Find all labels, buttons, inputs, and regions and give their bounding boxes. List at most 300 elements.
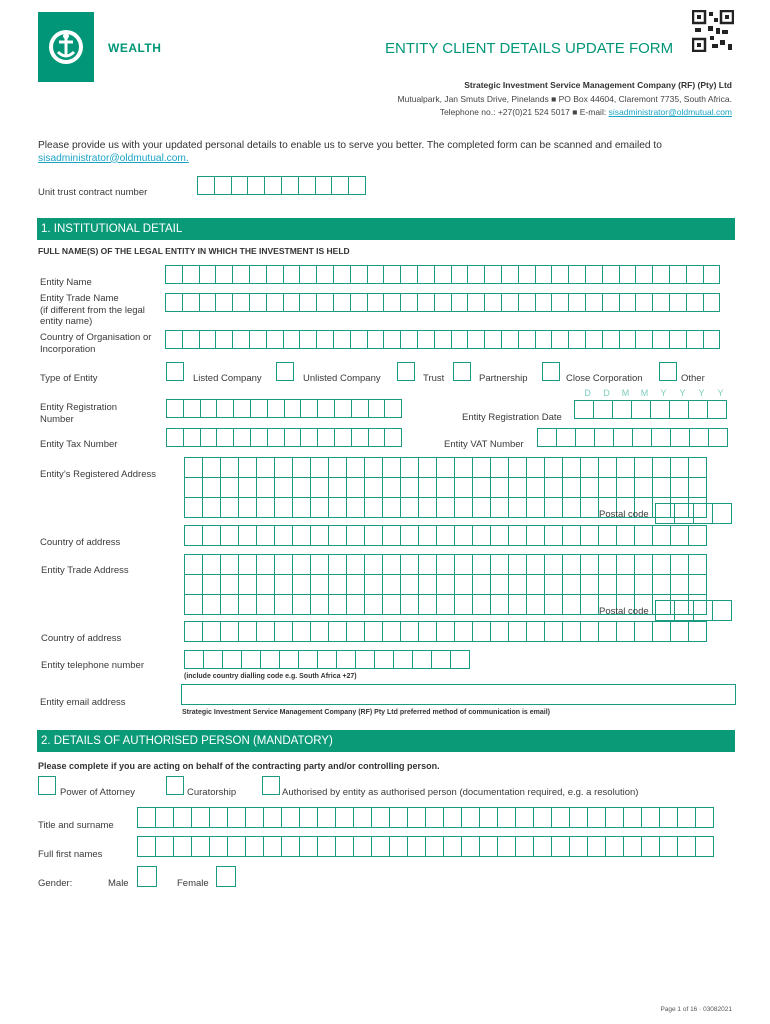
input-box[interactable] <box>183 428 201 447</box>
input-box[interactable] <box>508 554 527 575</box>
input-box[interactable] <box>635 293 653 312</box>
male-checkbox[interactable] <box>137 866 157 887</box>
input-box[interactable] <box>260 650 280 669</box>
input-box[interactable] <box>191 836 210 857</box>
input-box[interactable] <box>580 574 599 595</box>
input-box[interactable] <box>451 330 469 349</box>
input-box[interactable] <box>454 477 473 498</box>
input-box[interactable] <box>652 554 671 575</box>
input-box[interactable] <box>284 399 302 418</box>
input-box[interactable] <box>256 497 275 518</box>
input-box[interactable] <box>256 594 275 615</box>
input-box[interactable] <box>292 477 311 498</box>
input-box[interactable] <box>454 574 473 595</box>
input-box[interactable] <box>436 554 455 575</box>
input-box[interactable] <box>688 457 707 478</box>
input-box[interactable] <box>650 400 670 419</box>
entity-email-input[interactable] <box>181 684 736 705</box>
input-box[interactable] <box>544 457 563 478</box>
input-box[interactable] <box>310 525 329 546</box>
input-box[interactable] <box>598 457 617 478</box>
trade-name-boxes[interactable] <box>165 293 719 312</box>
input-box[interactable] <box>389 836 408 857</box>
input-box[interactable] <box>328 574 347 595</box>
input-box[interactable] <box>220 525 239 546</box>
input-box[interactable] <box>508 574 527 595</box>
input-box[interactable] <box>209 807 228 828</box>
input-box[interactable] <box>355 650 375 669</box>
input-box[interactable] <box>203 650 223 669</box>
input-box[interactable] <box>634 477 653 498</box>
input-box[interactable] <box>688 400 708 419</box>
authorised-by-entity-checkbox[interactable] <box>262 776 280 795</box>
first-names-boxes[interactable] <box>137 836 713 856</box>
input-box[interactable] <box>688 621 707 642</box>
input-box[interactable] <box>382 457 401 478</box>
input-box[interactable] <box>317 428 335 447</box>
input-box[interactable] <box>623 807 642 828</box>
input-box[interactable] <box>616 554 635 575</box>
country-of-address-2-boxes[interactable] <box>184 621 706 641</box>
input-box[interactable] <box>346 621 365 642</box>
input-box[interactable] <box>184 574 203 595</box>
input-box[interactable] <box>562 621 581 642</box>
postal-code-2-boxes[interactable] <box>655 600 731 621</box>
input-box[interactable] <box>562 594 581 615</box>
input-box[interactable] <box>249 265 267 284</box>
input-box[interactable] <box>346 497 365 518</box>
input-box[interactable] <box>616 477 635 498</box>
input-box[interactable] <box>233 399 251 418</box>
input-box[interactable] <box>209 836 228 857</box>
input-box[interactable] <box>652 293 670 312</box>
input-box[interactable] <box>551 836 570 857</box>
input-box[interactable] <box>214 176 232 195</box>
input-box[interactable] <box>317 836 336 857</box>
input-box[interactable] <box>655 503 675 524</box>
input-box[interactable] <box>350 293 368 312</box>
input-box[interactable] <box>364 477 383 498</box>
input-box[interactable] <box>333 293 351 312</box>
input-box[interactable] <box>250 399 268 418</box>
entity-name-boxes[interactable] <box>165 265 719 284</box>
input-box[interactable] <box>407 836 426 857</box>
input-box[interactable] <box>298 650 318 669</box>
input-box[interactable] <box>580 497 599 518</box>
input-box[interactable] <box>238 554 257 575</box>
input-box[interactable] <box>202 525 221 546</box>
input-box[interactable] <box>292 457 311 478</box>
input-box[interactable] <box>165 330 183 349</box>
input-box[interactable] <box>436 594 455 615</box>
input-box[interactable] <box>389 807 408 828</box>
input-box[interactable] <box>652 525 671 546</box>
input-box[interactable] <box>562 574 581 595</box>
input-box[interactable] <box>274 497 293 518</box>
input-box[interactable] <box>508 477 527 498</box>
input-box[interactable] <box>703 293 721 312</box>
input-box[interactable] <box>535 265 553 284</box>
partnership-checkbox[interactable] <box>453 362 471 381</box>
input-box[interactable] <box>267 428 285 447</box>
input-box[interactable] <box>165 293 183 312</box>
input-box[interactable] <box>184 621 203 642</box>
input-box[interactable] <box>364 525 383 546</box>
input-box[interactable] <box>333 265 351 284</box>
input-box[interactable] <box>263 807 282 828</box>
input-box[interactable] <box>328 477 347 498</box>
input-box[interactable] <box>562 477 581 498</box>
input-box[interactable] <box>292 621 311 642</box>
input-box[interactable] <box>351 399 369 418</box>
input-box[interactable] <box>299 330 317 349</box>
input-box[interactable] <box>328 525 347 546</box>
input-box[interactable] <box>501 265 519 284</box>
input-box[interactable] <box>418 621 437 642</box>
input-box[interactable] <box>535 293 553 312</box>
input-box[interactable] <box>501 330 519 349</box>
input-box[interactable] <box>587 807 606 828</box>
input-box[interactable] <box>686 293 704 312</box>
input-box[interactable] <box>587 836 606 857</box>
input-box[interactable] <box>562 525 581 546</box>
input-box[interactable] <box>368 399 386 418</box>
country-org-boxes[interactable] <box>165 330 719 349</box>
input-box[interactable] <box>670 477 689 498</box>
input-box[interactable] <box>310 574 329 595</box>
input-box[interactable] <box>569 836 588 857</box>
input-box[interactable] <box>263 836 282 857</box>
input-box[interactable] <box>215 330 233 349</box>
input-box[interactable] <box>693 600 713 621</box>
input-box[interactable] <box>382 621 401 642</box>
input-box[interactable] <box>641 836 660 857</box>
input-box[interactable] <box>508 525 527 546</box>
input-box[interactable] <box>598 554 617 575</box>
input-box[interactable] <box>472 525 491 546</box>
input-box[interactable] <box>467 293 485 312</box>
input-box[interactable] <box>551 265 569 284</box>
input-box[interactable] <box>425 807 444 828</box>
input-box[interactable] <box>568 265 586 284</box>
input-box[interactable] <box>526 554 545 575</box>
input-box[interactable] <box>200 428 218 447</box>
input-box[interactable] <box>310 621 329 642</box>
input-box[interactable] <box>688 574 707 595</box>
input-box[interactable] <box>220 457 239 478</box>
input-box[interactable] <box>635 330 653 349</box>
input-box[interactable] <box>490 554 509 575</box>
input-box[interactable] <box>346 594 365 615</box>
input-box[interactable] <box>348 176 366 195</box>
input-box[interactable] <box>598 574 617 595</box>
input-box[interactable] <box>670 457 689 478</box>
input-box[interactable] <box>233 428 251 447</box>
input-box[interactable] <box>526 621 545 642</box>
input-box[interactable] <box>292 554 311 575</box>
input-box[interactable] <box>274 574 293 595</box>
input-box[interactable] <box>238 621 257 642</box>
input-box[interactable] <box>351 428 369 447</box>
input-box[interactable] <box>669 265 687 284</box>
input-box[interactable] <box>544 554 563 575</box>
input-box[interactable] <box>490 477 509 498</box>
input-box[interactable] <box>335 836 354 857</box>
female-checkbox[interactable] <box>216 866 236 887</box>
input-box[interactable] <box>184 554 203 575</box>
input-box[interactable] <box>418 457 437 478</box>
input-box[interactable] <box>384 428 402 447</box>
input-box[interactable] <box>264 176 282 195</box>
input-box[interactable] <box>315 176 333 195</box>
input-box[interactable] <box>383 293 401 312</box>
input-box[interactable] <box>182 293 200 312</box>
input-box[interactable] <box>412 650 432 669</box>
input-box[interactable] <box>346 554 365 575</box>
input-box[interactable] <box>602 330 620 349</box>
other-checkbox[interactable] <box>659 362 677 381</box>
input-box[interactable] <box>400 525 419 546</box>
input-box[interactable] <box>497 807 516 828</box>
input-box[interactable] <box>598 525 617 546</box>
input-box[interactable] <box>328 594 347 615</box>
input-box[interactable] <box>220 477 239 498</box>
input-box[interactable] <box>173 836 192 857</box>
input-box[interactable] <box>400 594 419 615</box>
input-box[interactable] <box>652 265 670 284</box>
input-box[interactable] <box>300 428 318 447</box>
title-surname-boxes[interactable] <box>137 807 713 827</box>
input-box[interactable] <box>434 330 452 349</box>
input-box[interactable] <box>461 807 480 828</box>
input-box[interactable] <box>490 574 509 595</box>
input-box[interactable] <box>215 293 233 312</box>
input-box[interactable] <box>400 497 419 518</box>
input-box[interactable] <box>249 293 267 312</box>
input-box[interactable] <box>283 265 301 284</box>
input-box[interactable] <box>383 265 401 284</box>
input-box[interactable] <box>670 554 689 575</box>
input-box[interactable] <box>238 594 257 615</box>
input-box[interactable] <box>569 807 588 828</box>
input-box[interactable] <box>616 621 635 642</box>
input-box[interactable] <box>292 497 311 518</box>
input-box[interactable] <box>199 293 217 312</box>
input-box[interactable] <box>298 176 316 195</box>
input-box[interactable] <box>484 293 502 312</box>
input-box[interactable] <box>418 525 437 546</box>
input-box[interactable] <box>400 554 419 575</box>
input-box[interactable] <box>526 594 545 615</box>
input-box[interactable] <box>336 650 356 669</box>
input-box[interactable] <box>686 265 704 284</box>
input-box[interactable] <box>220 554 239 575</box>
input-box[interactable] <box>238 525 257 546</box>
input-box[interactable] <box>602 265 620 284</box>
input-box[interactable] <box>451 265 469 284</box>
input-box[interactable] <box>400 265 418 284</box>
telephone-boxes[interactable] <box>184 650 469 669</box>
input-box[interactable] <box>651 428 671 447</box>
input-box[interactable] <box>472 554 491 575</box>
input-box[interactable] <box>533 836 552 857</box>
input-box[interactable] <box>335 807 354 828</box>
input-box[interactable] <box>434 265 452 284</box>
input-box[interactable] <box>417 293 435 312</box>
input-box[interactable] <box>598 477 617 498</box>
input-box[interactable] <box>241 650 261 669</box>
input-box[interactable] <box>310 497 329 518</box>
input-box[interactable] <box>256 554 275 575</box>
input-box[interactable] <box>292 594 311 615</box>
input-box[interactable] <box>526 477 545 498</box>
input-box[interactable] <box>364 457 383 478</box>
input-box[interactable] <box>137 807 156 828</box>
registration-date-boxes[interactable] <box>574 400 726 419</box>
curatorship-checkbox[interactable] <box>166 776 184 795</box>
input-box[interactable] <box>515 836 534 857</box>
input-box[interactable] <box>267 399 285 418</box>
input-box[interactable] <box>418 554 437 575</box>
input-box[interactable] <box>238 497 257 518</box>
input-box[interactable] <box>231 176 249 195</box>
input-box[interactable] <box>677 807 696 828</box>
input-box[interactable] <box>202 594 221 615</box>
input-box[interactable] <box>631 400 651 419</box>
input-box[interactable] <box>669 293 687 312</box>
input-box[interactable] <box>479 836 498 857</box>
input-box[interactable] <box>518 293 536 312</box>
input-box[interactable] <box>526 497 545 518</box>
input-box[interactable] <box>436 574 455 595</box>
input-box[interactable] <box>371 836 390 857</box>
input-box[interactable] <box>197 176 215 195</box>
input-box[interactable] <box>436 525 455 546</box>
input-box[interactable] <box>669 400 689 419</box>
registration-number-boxes[interactable] <box>166 399 401 418</box>
input-box[interactable] <box>165 265 183 284</box>
input-box[interactable] <box>693 503 713 524</box>
input-box[interactable] <box>695 836 714 857</box>
input-box[interactable] <box>316 293 334 312</box>
input-box[interactable] <box>353 807 372 828</box>
input-box[interactable] <box>137 836 156 857</box>
input-box[interactable] <box>316 265 334 284</box>
contract-number-boxes[interactable] <box>197 176 365 195</box>
input-box[interactable] <box>708 428 728 447</box>
input-box[interactable] <box>274 477 293 498</box>
input-box[interactable] <box>585 265 603 284</box>
input-box[interactable] <box>199 265 217 284</box>
input-box[interactable] <box>222 650 242 669</box>
input-box[interactable] <box>184 497 203 518</box>
vat-number-boxes[interactable] <box>537 428 727 447</box>
input-box[interactable] <box>605 836 624 857</box>
input-box[interactable] <box>202 497 221 518</box>
input-box[interactable] <box>256 525 275 546</box>
input-box[interactable] <box>310 594 329 615</box>
input-box[interactable] <box>677 836 696 857</box>
input-box[interactable] <box>490 457 509 478</box>
input-box[interactable] <box>256 621 275 642</box>
input-box[interactable] <box>383 330 401 349</box>
input-box[interactable] <box>400 330 418 349</box>
input-box[interactable] <box>454 525 473 546</box>
input-box[interactable] <box>537 428 557 447</box>
input-box[interactable] <box>454 497 473 518</box>
input-box[interactable] <box>202 621 221 642</box>
input-box[interactable] <box>688 554 707 575</box>
input-box[interactable] <box>467 265 485 284</box>
input-box[interactable] <box>544 594 563 615</box>
input-box[interactable] <box>310 477 329 498</box>
input-box[interactable] <box>472 477 491 498</box>
input-box[interactable] <box>562 457 581 478</box>
input-box[interactable] <box>623 836 642 857</box>
input-box[interactable] <box>535 330 553 349</box>
input-box[interactable] <box>400 621 419 642</box>
trust-checkbox[interactable] <box>397 362 415 381</box>
input-box[interactable] <box>580 477 599 498</box>
input-box[interactable] <box>436 497 455 518</box>
input-box[interactable] <box>689 428 709 447</box>
input-box[interactable] <box>350 330 368 349</box>
input-box[interactable] <box>472 457 491 478</box>
input-box[interactable] <box>183 399 201 418</box>
input-box[interactable] <box>346 574 365 595</box>
input-box[interactable] <box>443 807 462 828</box>
input-box[interactable] <box>299 836 318 857</box>
input-box[interactable] <box>472 574 491 595</box>
input-box[interactable] <box>688 477 707 498</box>
input-box[interactable] <box>274 594 293 615</box>
input-box[interactable] <box>707 400 727 419</box>
input-box[interactable] <box>299 265 317 284</box>
input-box[interactable] <box>232 293 250 312</box>
input-box[interactable] <box>454 554 473 575</box>
input-box[interactable] <box>328 621 347 642</box>
input-box[interactable] <box>216 399 234 418</box>
input-box[interactable] <box>655 600 675 621</box>
input-box[interactable] <box>461 836 480 857</box>
input-box[interactable] <box>703 265 721 284</box>
input-box[interactable] <box>202 574 221 595</box>
input-box[interactable] <box>674 503 694 524</box>
input-box[interactable] <box>434 293 452 312</box>
input-box[interactable] <box>334 399 352 418</box>
input-box[interactable] <box>317 399 335 418</box>
input-box[interactable] <box>634 574 653 595</box>
input-box[interactable] <box>202 477 221 498</box>
input-box[interactable] <box>245 836 264 857</box>
input-box[interactable] <box>670 525 689 546</box>
input-box[interactable] <box>703 330 721 349</box>
input-box[interactable] <box>688 525 707 546</box>
input-box[interactable] <box>331 176 349 195</box>
input-box[interactable] <box>594 428 614 447</box>
input-box[interactable] <box>382 525 401 546</box>
postal-code-boxes[interactable] <box>655 503 731 524</box>
input-box[interactable] <box>371 807 390 828</box>
input-box[interactable] <box>382 497 401 518</box>
input-box[interactable] <box>220 594 239 615</box>
input-box[interactable] <box>292 525 311 546</box>
listed-company-checkbox[interactable] <box>166 362 184 381</box>
input-box[interactable] <box>266 330 284 349</box>
input-box[interactable] <box>635 265 653 284</box>
input-box[interactable] <box>670 428 690 447</box>
input-box[interactable] <box>472 497 491 518</box>
